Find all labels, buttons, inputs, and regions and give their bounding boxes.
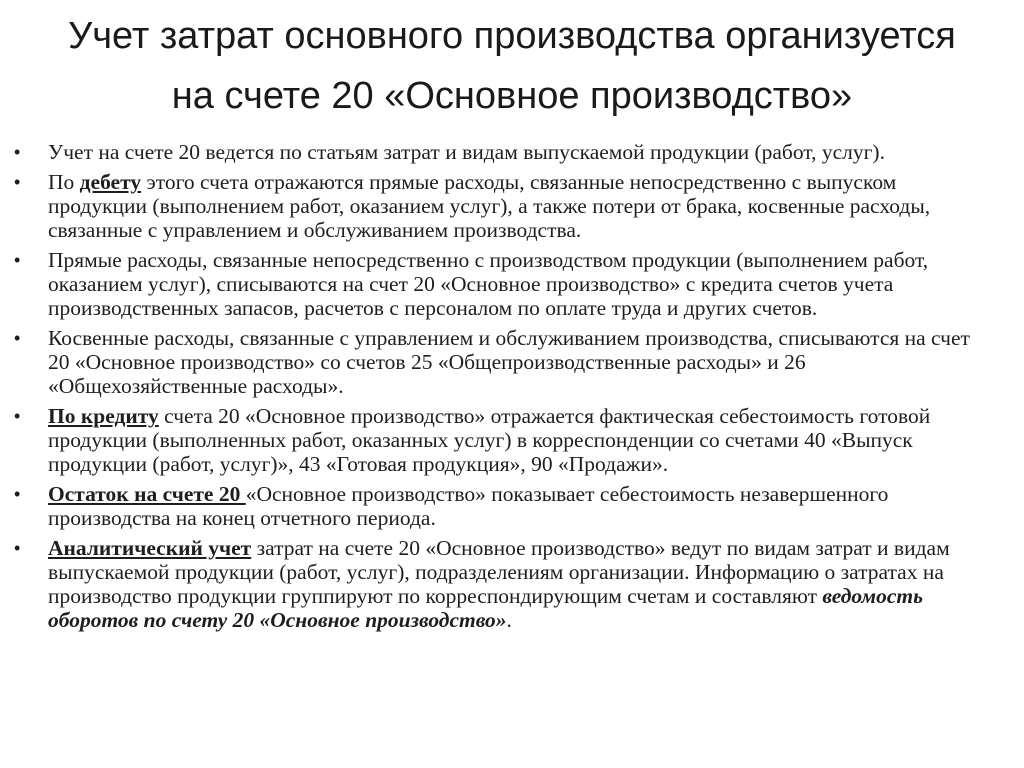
bullet-text: Прямые расходы, связанные непосредственно с производством продукции (выполнением работ, оказанием услуг), списываются на счет 20 «Основное производство» с кредита счетов учета производственных запасов, расчетов с персоналом по оплате труда и других счетов. [48, 248, 929, 320]
bullet-emphasis: дебету [79, 170, 142, 194]
bullet-lead: По [48, 170, 80, 194]
bullet-dot-icon: • [14, 484, 21, 504]
bullet-emphasis: Аналитический учет [48, 536, 252, 560]
bullet-dot-icon: • [14, 172, 21, 192]
bullet-item-2 [0, 170, 1024, 242]
bullet-emphasis: По кредиту [48, 404, 159, 428]
bullet-text: «Основное производство» показывает себестоимость незавершенного производства на конец отчетного периода. [48, 482, 889, 530]
bullet-text: этого счета отражаются прямые расходы, связанные непосредственно с выпуском продукции (выполнением работ, оказанием услуг), а также потери от брака, косвенные расходы, связанные с управлением и обслуживанием производства. [48, 170, 931, 242]
bullet-emphasis: Остаток на счете 20 [48, 482, 246, 506]
bullet-dot-icon: • [14, 328, 21, 348]
bullet-tail: . [506, 608, 512, 632]
bullet-text: счета 20 «Основное производство» отражается фактическая себестоимость готовой продукции (выполненных работ, оказанных услуг) в корреспонденции со счетами 40 «Выпуск продукции (работ, услуг)», 43 «Готовая продукция», 90 «Продажи». [48, 404, 931, 476]
slide-title-line-1: Учет затрат основного производства организуется [68, 15, 956, 57]
bullet-item-3 [0, 248, 1024, 320]
bullet-dot-icon: • [14, 142, 21, 162]
slide-title [20, 6, 1004, 126]
bullet-item-5 [0, 404, 1024, 476]
bullet-item-6 [0, 482, 1024, 530]
bullet-dot-icon: • [14, 538, 21, 558]
bullet-dot-icon: • [14, 406, 21, 426]
bullet-text: затрат на счете 20 «Основное производство» ведут по видам затрат и видам выпускаемой продукции (работ, услуг), подразделениям организации. Информацию о затратах на производство продукции группируют по корреспондирующим счетам и составляют [48, 536, 950, 608]
bullet-item-4 [0, 326, 1024, 398]
bullet-italic-emphasis: ведомость оборотов по счету 20 «Основное производство» [48, 584, 923, 632]
bullet-item-1 [0, 140, 1024, 164]
bullet-text: Учет на счете 20 ведется по статьям затрат и видам выпускаемой продукции (работ, услуг). [48, 140, 885, 164]
slide-title-line-2: на счете 20 «Основное производство» [171, 75, 853, 117]
bullet-dot-icon: • [14, 250, 21, 270]
bullet-text: Косвенные расходы, связанные с управлением и обслуживанием производства, списываются на счет 20 «Основное производство» со счетов 25 «Общепроизводственные расходы» и 26 «Общехозяйственные расходы». [48, 326, 970, 398]
bullet-item-7 [0, 536, 1024, 632]
bullet-list [0, 140, 1024, 638]
